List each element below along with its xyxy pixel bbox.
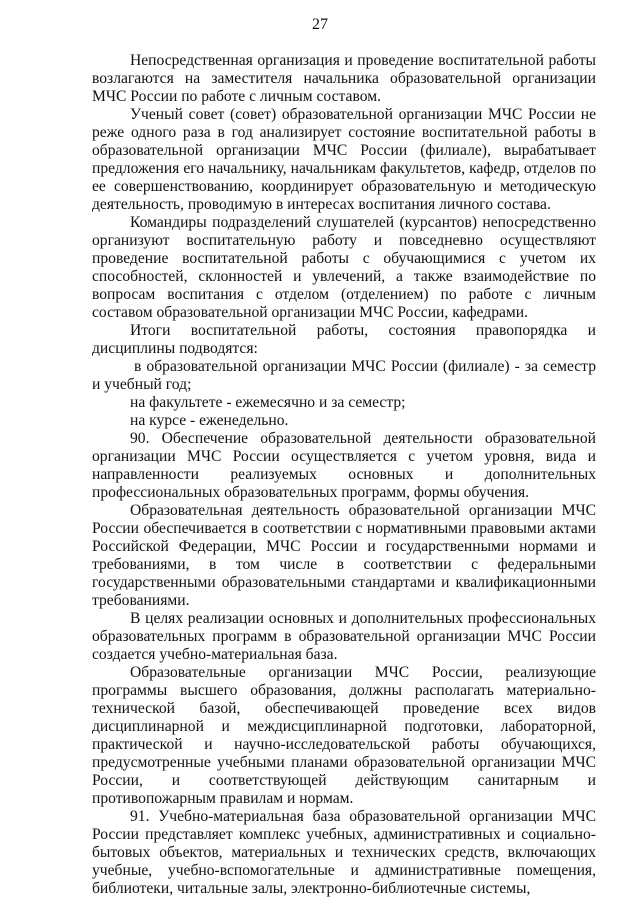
paragraph-results-intro: Итоги воспитательной работы, состояния правопорядка и дисциплины подводятся: [92, 322, 596, 357]
paragraph-academic-council: Ученый совет (совет) образовательной организации МЧС России не реже одного раза в год анализирует состояние воспитательной работы в образовательной организации МЧС России (филиале), вырабатывает предложения его начальнику, начальникам факультетов, кафедр, отделов по ее совершенствованию, координирует образовательную и методическую деятельность, проводимую в интересах воспитания личного состава. [92, 106, 596, 213]
paragraph-section-91: 91. Учебно-материальная база образовательной организации МЧС России представляет комплекс учебных, административных и социально-бытовых объектов, материальных и технических средств, включающих учебные, учебно-вспомогательные и административные помещения, библиотеки, читальные залы, электронно-библиотечные системы, [92, 808, 596, 897]
paragraph-unit-commanders: Командиры подразделений слушателей (курсантов) непосредственно организуют воспитательную работу и повседневно осуществляют проведение воспитательной работы с обучающимися с учетом их способностей, склонностей и увлечений, а также взаимодействие по вопросам воспитания с отделом (отделением) по работе с личным составом образовательной организации МЧС России, кафедрами. [92, 214, 596, 321]
paragraph-higher-education-requirements: Образовательные организации МЧС России, реализующие программы высшего образования, должны располагать материально-технической базой, обеспечивающей проведение всех видов дисциплинарной и междисциплинарной подготовки, лабораторной, практической и научно-исследовательской работы обучающихся, предусмотренные учебными планами образовательной организации МЧС России, и соответствующей действующим санитарным и противопожарным правилам и нормам. [92, 664, 596, 807]
paragraph-educational-activity: Образовательная деятельность образовательной организации МЧС России обеспечивается в соответствии с нормативными правовыми актами Российской Федерации, МЧС России и государственными нормами и требованиями, в том числе в соответствии с федеральными государственными образовательными стандартами и квалификационными требованиями. [92, 502, 596, 609]
list-item-course-weekly: на курсе - еженедельно. [130, 412, 289, 429]
document-body [92, 52, 596, 898]
list-item-faculty-monthly: на факультете - ежемесячно и за семестр; [130, 394, 406, 411]
list-item-organization-semester: в образовательной организации МЧС России (филиале) - за семестр и учебный год; [92, 358, 596, 393]
paragraph-organization-responsibility: Непосредственная организация и проведение воспитательной работы возлагаются на заместителя начальника образовательной организации МЧС России по работе с личным составом. [92, 52, 596, 105]
paragraph-material-base-created: В целях реализации основных и дополнительных профессиональных образовательных программ в образовательной организации МЧС России создается учебно-материальная база. [92, 610, 596, 663]
page-number: 27 [312, 16, 328, 33]
paragraph-section-90: 90. Обеспечение образовательной деятельности образовательной организации МЧС России осуществляется с учетом уровня, вида и направленности реализуемых основных и дополнительных профессиональных образовательных программ, формы обучения. [92, 430, 596, 501]
